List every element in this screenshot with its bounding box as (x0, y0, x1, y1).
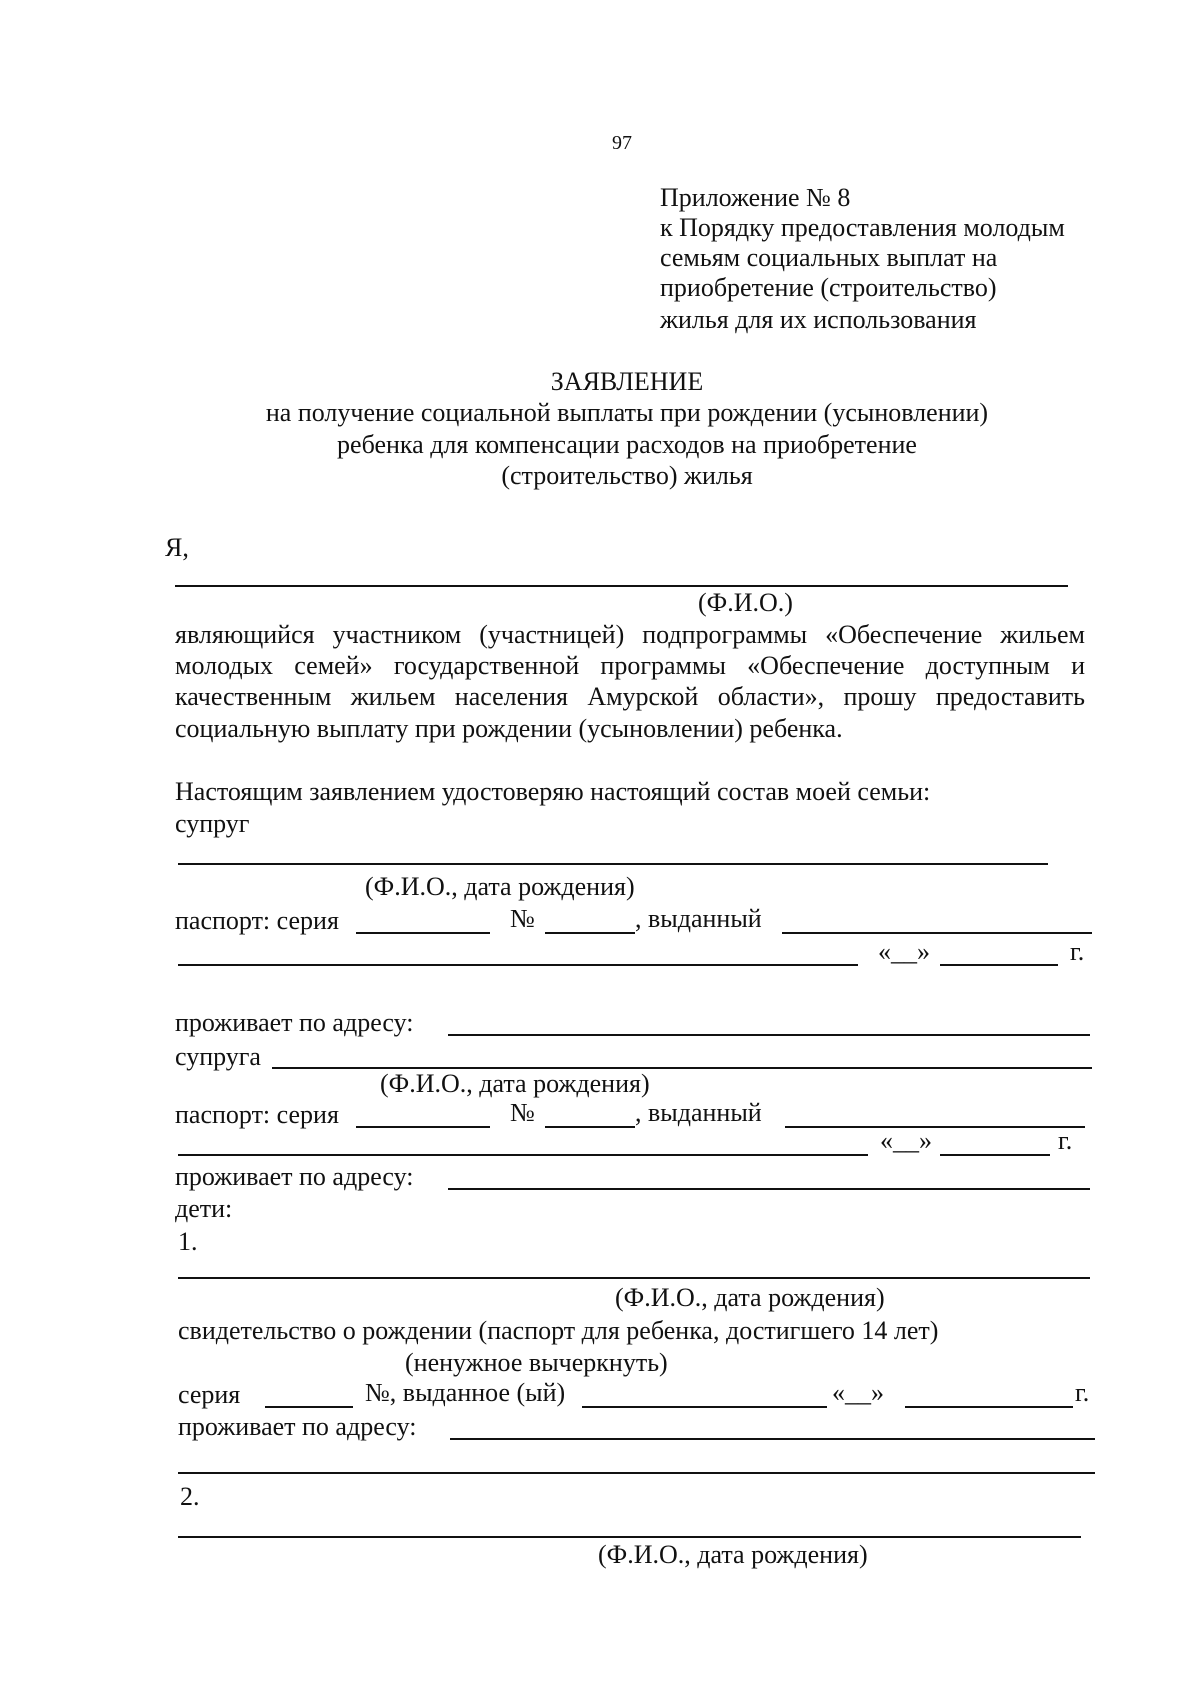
passport-label: паспорт: серия (175, 906, 339, 935)
paragraph-line: социальную выплату при рождении (усыновлении) ребенка. (175, 714, 843, 743)
appendix-line: семьям социальных выплат на (660, 243, 998, 272)
appendix-line: жилья для их использования (660, 305, 977, 334)
applicant-fio-line[interactable] (175, 585, 1068, 587)
document-subtitle-line: на получение социальной выплаты при рождении (усыновлении) (265, 398, 989, 427)
number-sign: № (510, 904, 535, 933)
children-label: дети: (175, 1194, 233, 1223)
strike-note: (ненужное вычеркнуть) (405, 1348, 668, 1377)
spouse-m-label: супруг (175, 809, 250, 838)
fio-dob-caption: (Ф.И.О., дата рождения) (380, 1069, 650, 1098)
child-number: 1. (178, 1227, 198, 1256)
number-issued-label: №, выданное (ый) (365, 1378, 566, 1407)
child-number: 2. (180, 1482, 200, 1511)
appendix-line: приобретение (строительство) (660, 273, 997, 302)
document-subtitle-line: ребенка для компенсации расходов на приобретение (337, 430, 917, 459)
passport-series-line[interactable] (356, 932, 490, 934)
family-intro: Настоящим заявлением удостоверяю настоящий состав моей семьи: (175, 777, 931, 806)
date-quote: «__» (880, 1126, 932, 1155)
year-suffix: г. (1075, 1378, 1090, 1407)
issued-label: , выданный (635, 1098, 762, 1127)
address-label: проживает по адресу: (175, 1008, 414, 1037)
address-line-2[interactable] (178, 1472, 1095, 1474)
address-line[interactable] (448, 1034, 1090, 1036)
document-subtitle-line: (строительство) жилья (501, 461, 753, 490)
issued-by-line-2[interactable] (178, 1154, 868, 1156)
year-suffix: г. (1070, 937, 1085, 966)
number-sign: № (510, 1098, 535, 1127)
spouse-f-label: супруга (175, 1042, 261, 1071)
ya-label: Я, (165, 533, 189, 562)
passport-number-line[interactable] (545, 1126, 635, 1128)
date-month-line[interactable] (940, 964, 1058, 966)
series-label: серия (178, 1380, 241, 1409)
date-quote: «__» (878, 937, 930, 966)
paragraph-line: молодых семей» государственной программы «Обеспечение доступным и (175, 651, 1085, 680)
cert-issued-by-line[interactable] (582, 1406, 827, 1408)
issued-by-line[interactable] (785, 1126, 1085, 1128)
passport-label: паспорт: серия (175, 1100, 339, 1129)
fio-dob-caption: (Ф.И.О., дата рождения) (365, 872, 635, 901)
fio-dob-caption: (Ф.И.О., дата рождения) (598, 1540, 868, 1569)
passport-series-line[interactable] (356, 1126, 490, 1128)
address-line[interactable] (448, 1188, 1090, 1190)
date-quote: «__» (832, 1378, 884, 1407)
child-fio-line[interactable] (178, 1536, 1081, 1538)
appendix-line: к Порядку предоставления молодым (660, 213, 1065, 242)
appendix-line: Приложение № 8 (660, 183, 851, 212)
cert-series-line[interactable] (265, 1406, 353, 1408)
address-line[interactable] (450, 1438, 1095, 1440)
document-title: ЗАЯВЛЕНИЕ (550, 367, 704, 396)
birth-cert-label: свидетельство о рождении (паспорт для ребенка, достигшего 14 лет) (178, 1316, 939, 1345)
fio-dob-caption: (Ф.И.О., дата рождения) (615, 1283, 885, 1312)
issued-by-line-2[interactable] (178, 964, 858, 966)
fio-caption: (Ф.И.О.) (698, 588, 793, 617)
date-month-line[interactable] (905, 1406, 1073, 1408)
child-fio-line[interactable] (178, 1277, 1090, 1279)
page-number: 97 (612, 132, 632, 154)
paragraph-line: качественным жильем населения Амурской области», прошу предоставить (175, 682, 1085, 711)
issued-by-line[interactable] (782, 932, 1092, 934)
date-month-line[interactable] (940, 1154, 1050, 1156)
address-label: проживает по адресу: (175, 1162, 414, 1191)
paragraph-line: являющийся участником (участницей) подпрограммы «Обеспечение жильем (175, 620, 1085, 649)
spouse-m-fio-line[interactable] (178, 863, 1048, 865)
year-suffix: г. (1058, 1126, 1073, 1155)
passport-number-line[interactable] (545, 932, 635, 934)
issued-label: , выданный (635, 904, 762, 933)
address-label: проживает по адресу: (178, 1412, 417, 1441)
